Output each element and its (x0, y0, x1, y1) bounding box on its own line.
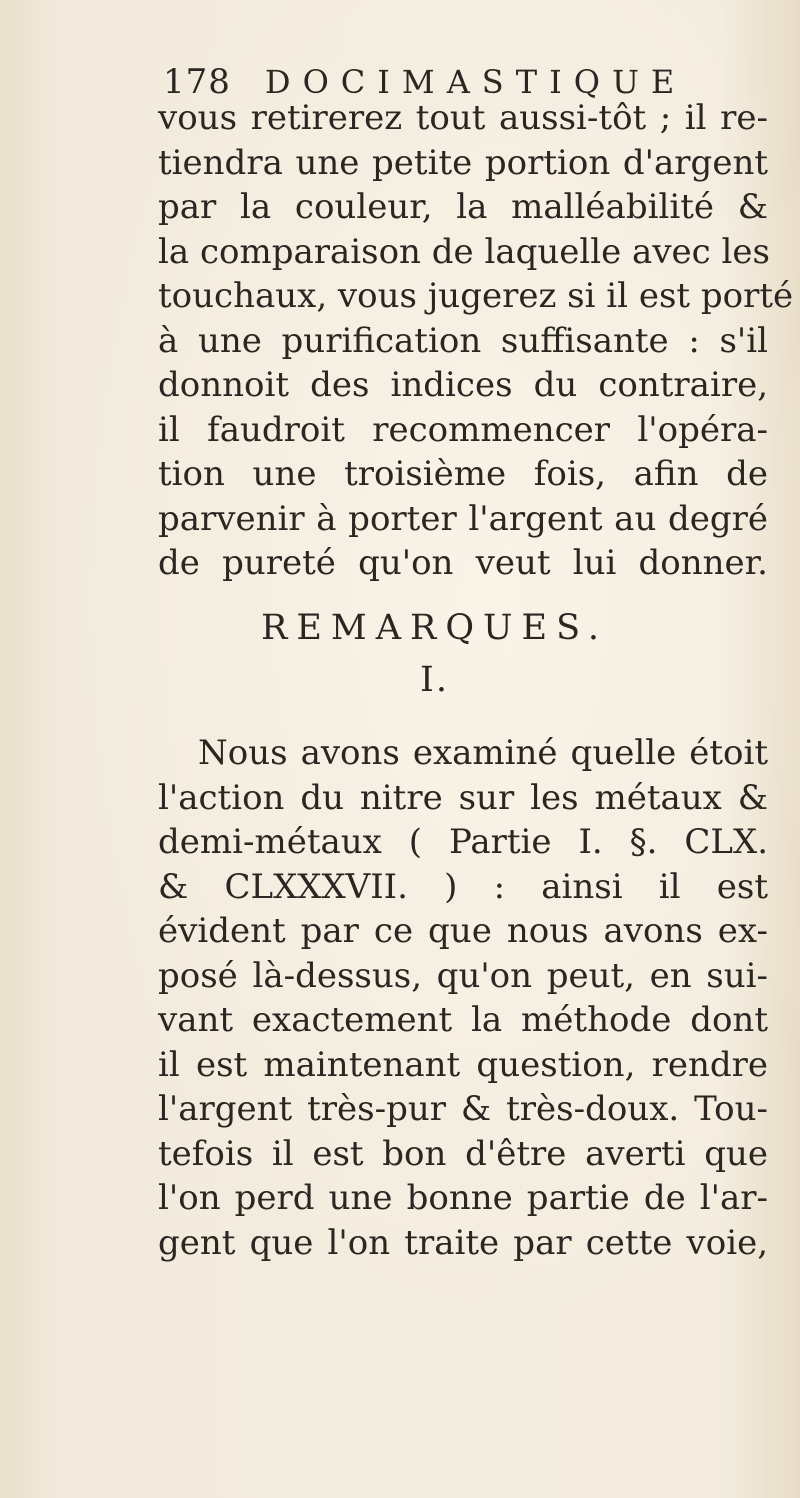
paragraph-2 (158, 731, 768, 1265)
text-line: à une purification suffisante : s'il (158, 320, 768, 361)
page-number: 178 (163, 62, 231, 102)
text-line: tion une troisième fois, afin de (158, 454, 768, 494)
text-line: tiendra une petite portion d'argent (158, 142, 768, 183)
running-title: DOCIMASTIQUE (264, 63, 687, 101)
text-line: évident par ce que nous avons ex- (158, 911, 768, 951)
text-line: gent que l'on traite par cette voie, (158, 1222, 768, 1263)
text-line: la comparaison de laquelle avec les (158, 231, 770, 272)
text-line: demi-métaux ( Partie I. §. CLX. (158, 822, 768, 862)
text-line: de pureté qu'on veut lui donner. (158, 543, 768, 583)
text-line: il est maintenant question, rendre (158, 1044, 768, 1085)
text-line: vous retirerez tout aussi-tôt ; il re- (158, 98, 768, 138)
text-line: par la couleur, la malléabilité & (158, 187, 768, 227)
text-line: l'on perd une bonne partie de l'ar- (158, 1178, 768, 1218)
text-line: Nous avons examiné quelle étoit (198, 733, 768, 773)
text-line: & CLXXXVII. ) : ainsi il est (158, 866, 768, 907)
text-line: il faudroit recommencer l'opéra- (158, 409, 768, 450)
text-line: l'argent très-pur & très-doux. Tou- (158, 1089, 768, 1129)
text-line: vant exactement la méthode dont (158, 1000, 768, 1040)
text-line: l'action du nitre sur les métaux & (158, 777, 768, 818)
paragraph-1 (158, 96, 794, 586)
section-title: REMARQUES. (261, 608, 608, 648)
text-line: parvenir à porter l'argent au degré (158, 498, 768, 539)
text-line: posé là-dessus, qu'on peut, en sui- (158, 955, 768, 996)
text-line: touchaux, vous jugerez si il est porté (158, 276, 794, 316)
section-number: I. (420, 660, 449, 700)
text-line: donnoit des indices du contraire, (158, 365, 768, 405)
text-line: tefois il est bon d'être averti que (158, 1133, 768, 1174)
